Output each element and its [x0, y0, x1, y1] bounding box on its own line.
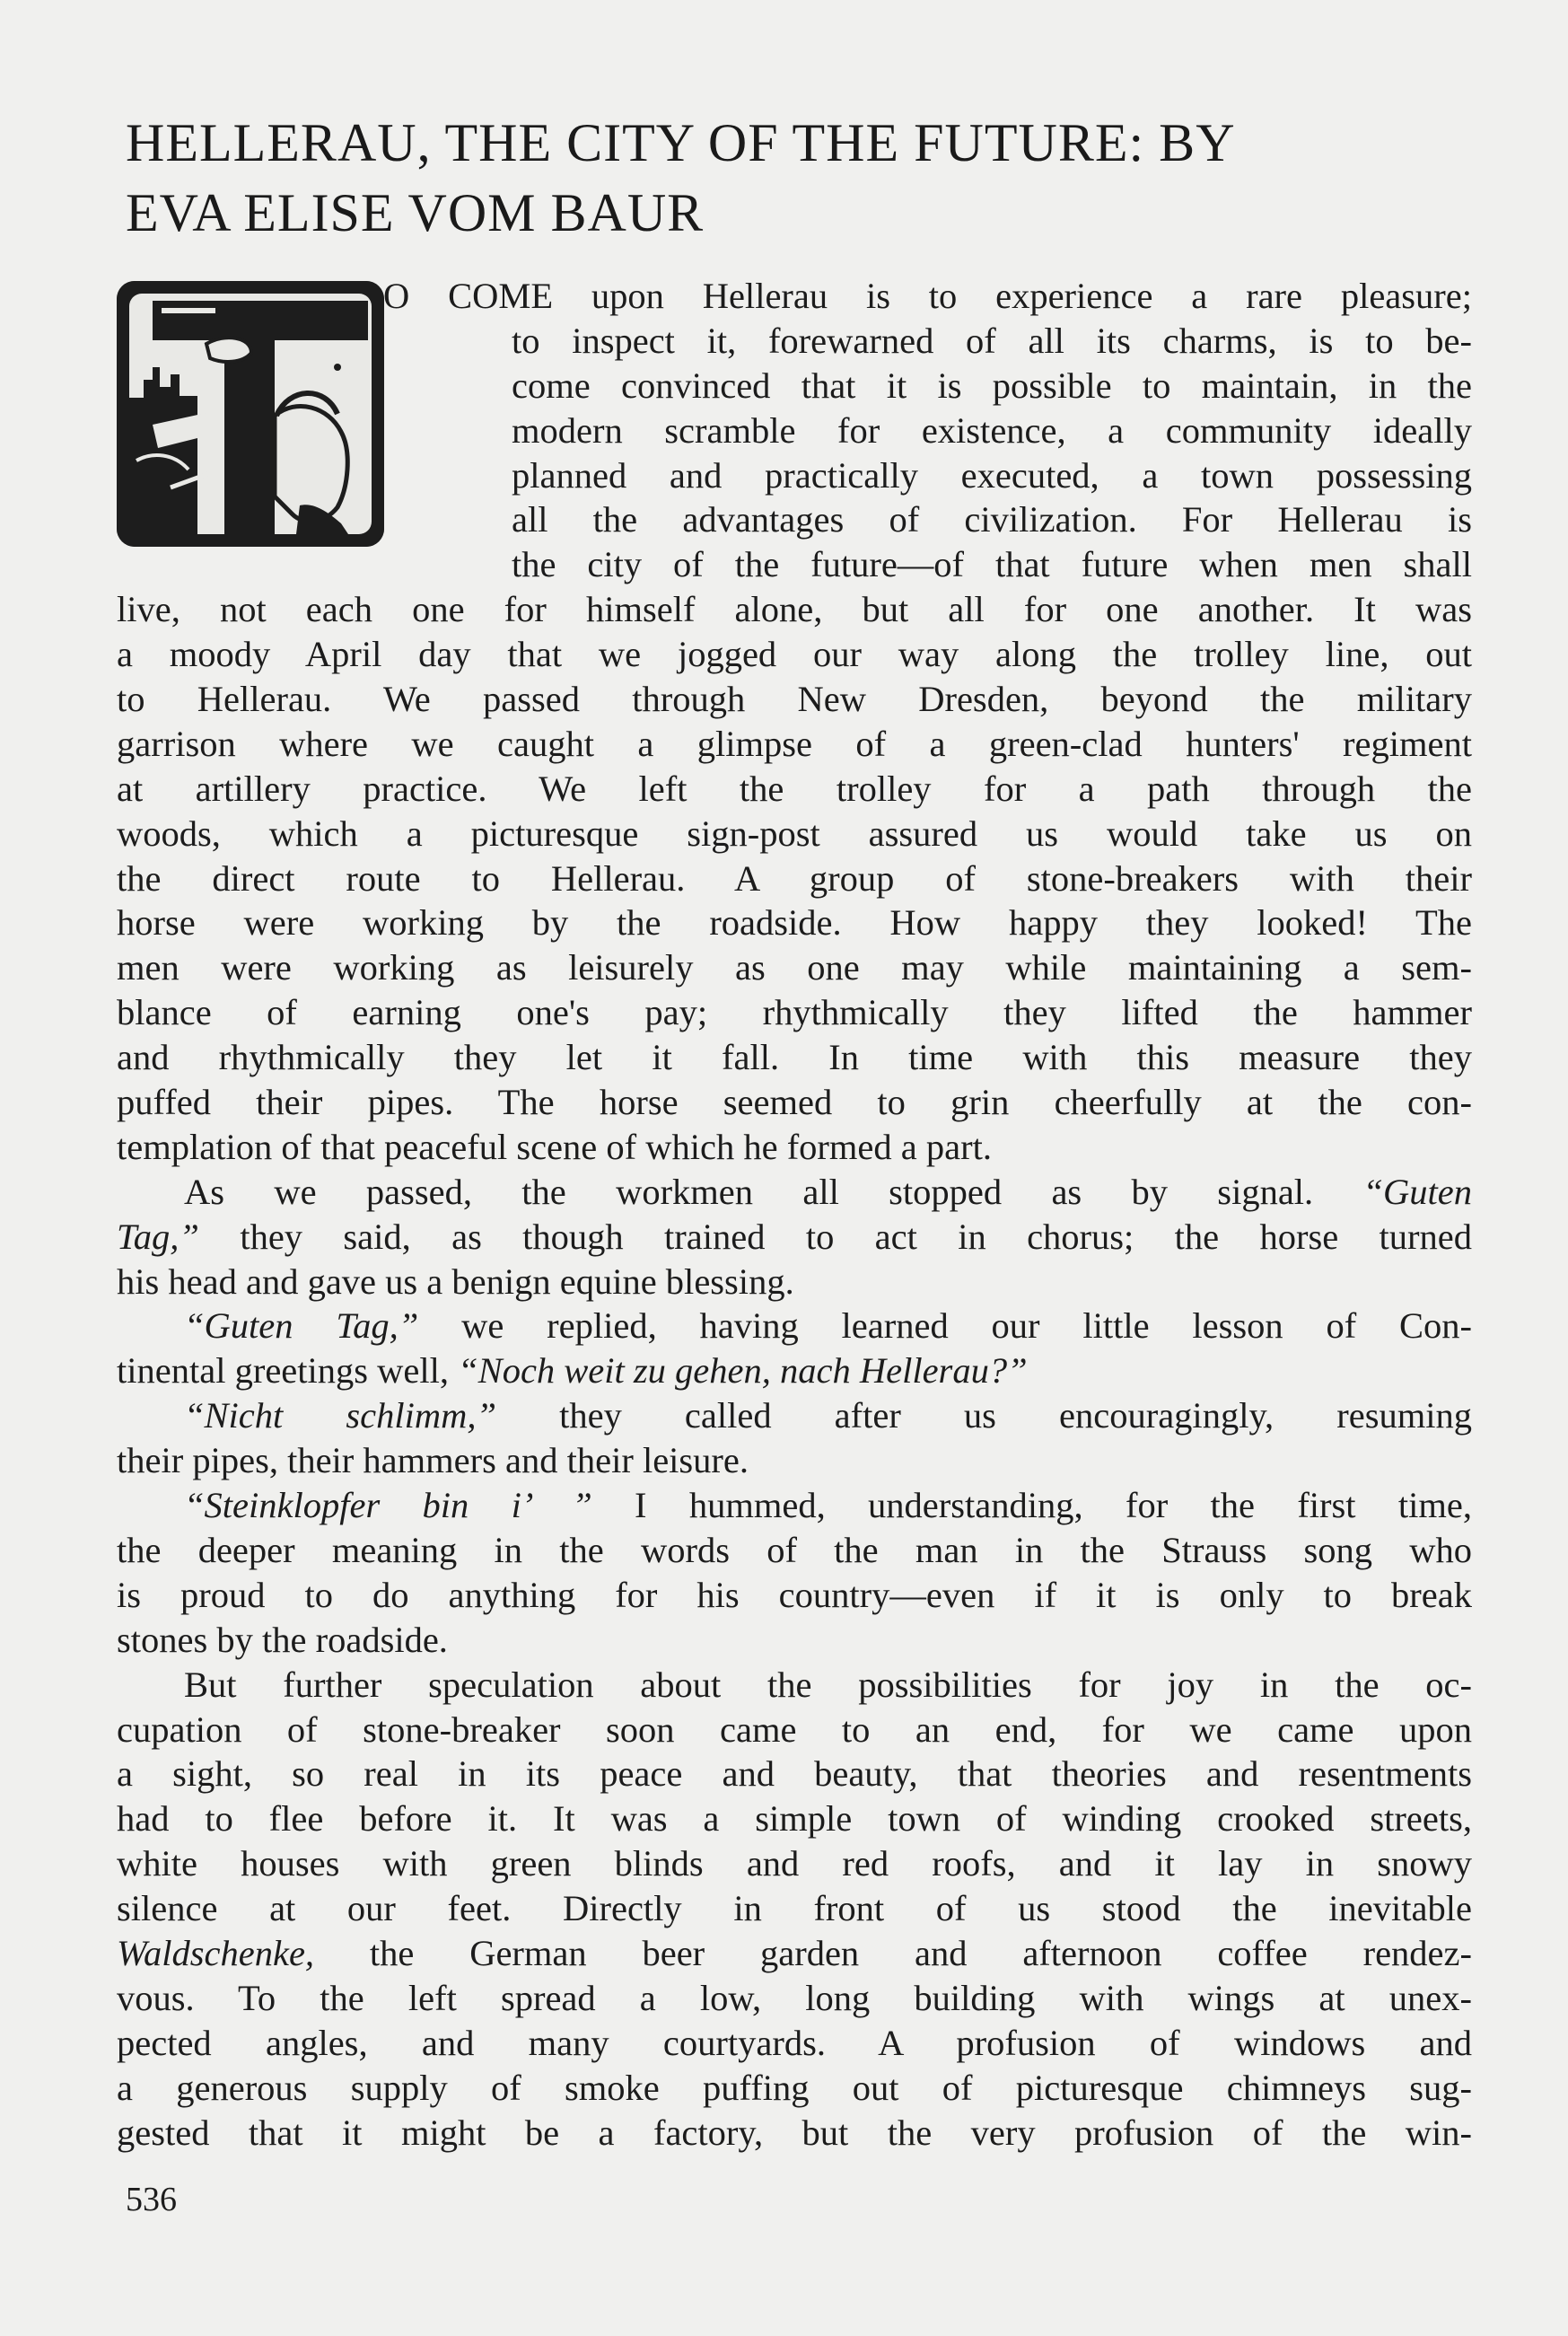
text-line [117, 1931, 1472, 1976]
text-line: vous. To the left spread a low, long building with wings at unex- [117, 1977, 1472, 2018]
text-line: men were working as leisurely as one may while maintaining a sem- [117, 947, 1472, 988]
text-line: a moody April day that we jogged our way along the trolley line, out [117, 634, 1472, 675]
title-line-1: HELLERAU, THE CITY OF THE FUTURE: BY [126, 113, 1236, 172]
text-span: tinental greetings well, [117, 1350, 459, 1392]
text-line: a generous supply of smoke puffing out of picturesque chimneys sug- [117, 2067, 1472, 2108]
text-line: to Hellerau. We passed through New Dresden, beyond the military [117, 679, 1472, 720]
text-line: at artillery practice. We left the trolley for a path through the [117, 768, 1472, 809]
text-line: silence at our feet. Directly in front of us stood the inevitable [117, 1888, 1472, 1929]
text-line [117, 1170, 1472, 1215]
text-line [117, 1393, 1472, 1438]
text-line: templation of that peaceful scene of which he formed a part. [117, 1126, 992, 1167]
text-line: come convinced that it is possible to maintain, in the [512, 364, 1472, 406]
page-number: 536 [126, 2181, 177, 2218]
text-line [117, 1483, 1472, 1528]
text-line: O COME upon Hellerau is to experience a rare pleasure; [383, 276, 1472, 316]
text-line: horse were working by the roadside. How happy they looked! The [117, 902, 1472, 944]
italic-span: “Nicht schlimm,” [184, 1395, 496, 1436]
text-span: I hummed, understanding, for the first time, [591, 1485, 1472, 1526]
text-line: the deeper meaning in the words of the man in the Strauss song who [117, 1529, 1472, 1570]
text-line: cupation of stone-breaker soon came to an end, for we came upon [117, 1708, 1472, 1750]
text-line: had to flee before it. It was a simple town of winding crooked streets, [117, 1798, 1472, 1840]
text-line [117, 1348, 1472, 1393]
text-line [117, 1215, 1472, 1260]
text-line: his head and gave us a benign equine blessing. [117, 1260, 794, 1302]
text-line: the city of the future—of that future when men shall [512, 544, 1472, 585]
text-line: modern scramble for existence, a community ideally [512, 409, 1472, 451]
text-line: their pipes, their hammers and their leisure. [117, 1440, 749, 1481]
text-span: As we passed, the workmen all stopped as by signal. [184, 1171, 1363, 1212]
text-line: and rhythmically they let it fall. In time with this measure they [117, 1037, 1472, 1078]
text-line: is proud to do anything for his country—even if it is only to break [117, 1574, 1472, 1615]
text-line: white houses with green blinds and red roofs, and it lay in snowy [117, 1843, 1472, 1884]
text-line: pected angles, and many courtyards. A profusion of windows and [117, 2022, 1472, 2063]
text-span: they said, as though trained to act in chorus; the horse turned [198, 1216, 1472, 1257]
text-line: But further speculation about the possibilities for joy in the oc- [184, 1664, 1472, 1705]
text-line: a sight, so real in its peace and beauty, that theories and resentments [117, 1753, 1472, 1795]
text-span: they called after us encouragingly, resuming [496, 1395, 1472, 1436]
article-body [117, 274, 1472, 2155]
italic-span: “Steinklopfer bin i’ ” [184, 1485, 592, 1526]
article-title [126, 108, 1472, 248]
text-span: we replied, having learned our little lesson of Con- [418, 1305, 1472, 1347]
text-line: the direct route to Hellerau. A group of stone-breakers with their [117, 857, 1472, 899]
italic-span: Waldschenke, [117, 1932, 315, 1973]
italic-span: Tag,” [117, 1216, 199, 1257]
text-line: gested that it might be a factory, but the very profusion of the win- [117, 2112, 1472, 2153]
text-line: puffed their pipes. The horse seemed to grin cheerfully at the con- [117, 1082, 1472, 1123]
text-line: blance of earning one's pay; rhythmically they lifted the hammer [117, 992, 1472, 1033]
text-line: woods, which a picturesque sign-post assured us would take us on [117, 812, 1472, 854]
title-line-2: EVA ELISE VOM BAUR [126, 183, 705, 242]
text-span: the German beer garden and afternoon coffee rendez- [314, 1932, 1472, 1973]
text-line: stones by the roadside. [117, 1619, 448, 1660]
italic-span: “Noch weit zu gehen, nach Hellerau?” [458, 1350, 1028, 1392]
text-line: garrison where we caught a glimpse of a green-clad hunters' regiment [117, 723, 1472, 764]
text-line: all the advantages of civilization. For Hellerau is [512, 499, 1472, 540]
text-line: planned and practically executed, a town possessing [512, 454, 1472, 496]
text-line: to inspect it, forewarned of all its charms, is to be- [512, 320, 1472, 361]
italic-span: “Guten Tag,” [184, 1305, 419, 1347]
italic-span: “Guten [1362, 1171, 1472, 1212]
text-line [117, 1304, 1472, 1348]
text-line: live, not each one for himself alone, but all for one another. It was [117, 589, 1472, 630]
